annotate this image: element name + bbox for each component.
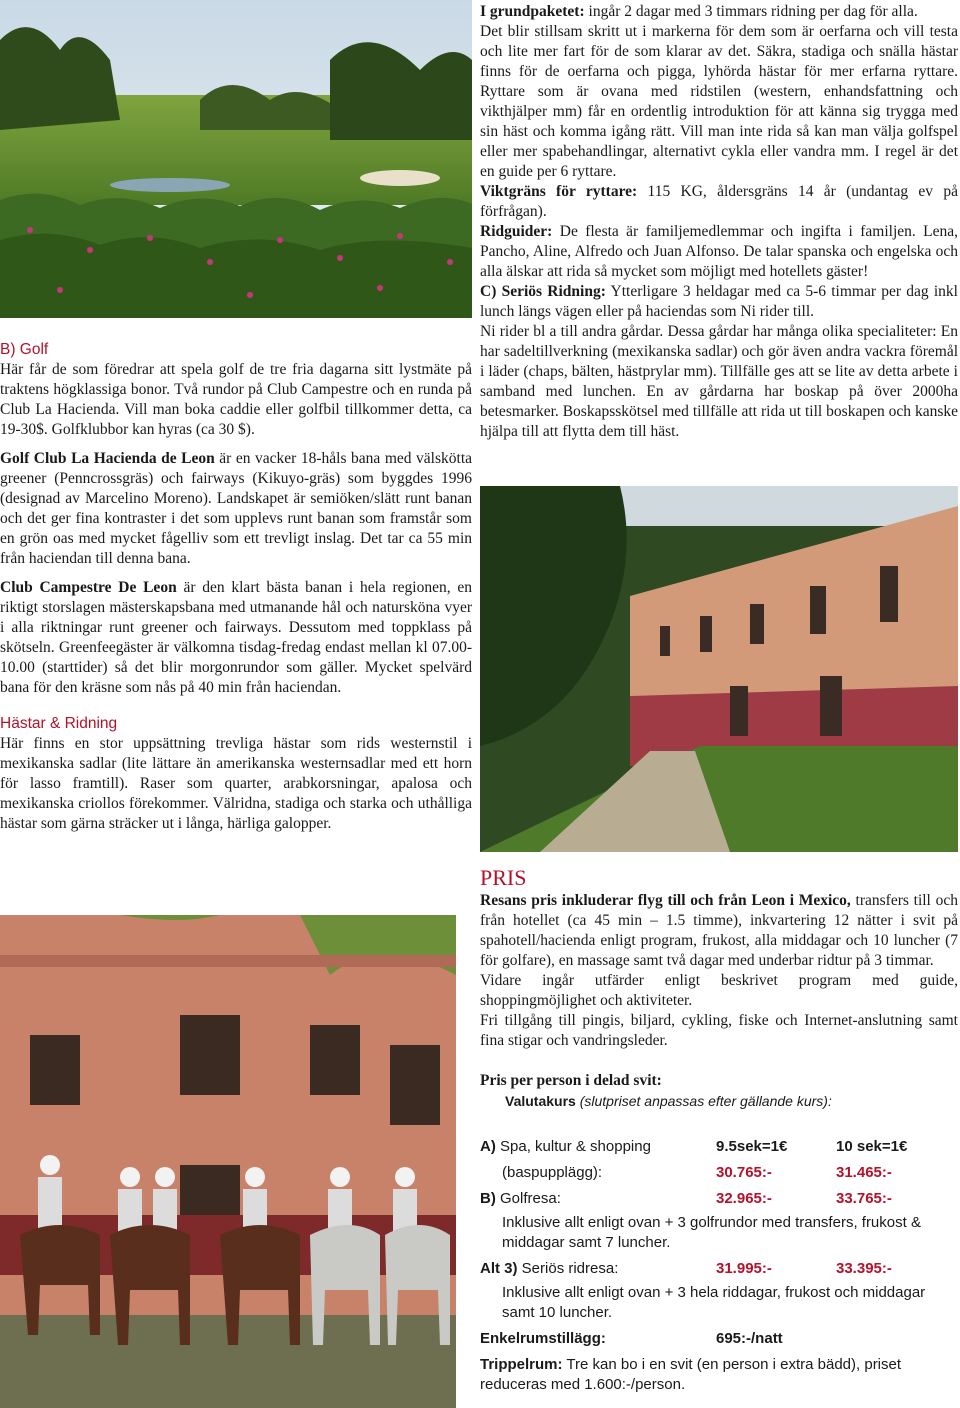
grund-label: I grundpaketet: — [480, 3, 585, 20]
hacienda-name: Golf Club La Hacienda de Leon — [0, 450, 215, 467]
golf-heading: B) Golf — [0, 341, 49, 358]
per-person-heading — [480, 1071, 958, 1091]
valuta-note: (slutpriset anpassas efter gällande kurs): — [579, 1093, 832, 1109]
riding-section — [480, 2, 958, 442]
price-section — [480, 865, 958, 1395]
grund-text: ingår 2 dagar med 3 timmars ridning per dag för alla. — [588, 3, 918, 20]
price-row-alt-note — [480, 1281, 956, 1325]
valuta-label: Valutakurs — [505, 1093, 576, 1109]
a-price-2: 31.465:- — [836, 1163, 892, 1181]
alt-price-1: 31.995:- — [716, 1259, 772, 1277]
pris-title: PRIS — [480, 865, 527, 890]
pris-free: Fri tillgång till pingis, biljard, cykling, fiske och Internet-anslutning samt fina stigar och vandringsleder. — [480, 1012, 958, 1049]
price-row-enkel — [480, 1325, 956, 1351]
price-row-alt — [480, 1255, 956, 1281]
rate-2: 10 sek=1€ — [836, 1137, 908, 1155]
golf-intro: Här får de som föredrar att spela golf de tre fria dagarna sitt lystmäte på traktens högklassiga bonor. Två rundor på Club Campestre och en runda på Club La Hacienda. Vill man boka caddie eller golfbil tillkommer detta, ca 19-30$. Golfklubbor kan hyras (ca 30 $). — [0, 361, 472, 438]
pris-bold: Resans pris inkluderar flyg till och från Leon i Mexico, — [480, 892, 851, 909]
alt-note: Inklusive allt enligt ovan + 3 hela riddagar, frukost och middagar samt 10 luncher. — [502, 1284, 926, 1321]
price-row-a-sub — [480, 1159, 956, 1185]
price-row-b — [480, 1185, 956, 1211]
weight-paragraph — [480, 182, 958, 222]
hacienda-courtyard-photo — [480, 486, 958, 852]
trippel-text: Tre kan bo i en svit (en person i extra bädd), priset reduceras med 1.600:-/person. — [480, 1356, 902, 1393]
price-table — [480, 1133, 956, 1351]
hacienda-text: är en vacker 18-håls bana med välskötta greener (Penncrossgräs) och fairways (Kikuyo-gräs) som byggdes 1996 (designad av Marcelino Moreno). Landskapet är semiöken/slätt runt banan och det ger fina kontraster i det som upplevs runt banan som framstår som en grön oas med mycket fågelliv som ett trevligt inslag. Det tar ca 55 min från haciendan till denna bana. — [0, 450, 472, 567]
per-person-label: Pris per person i delad svit: — [480, 1072, 662, 1089]
c-text: Ytterligare 3 heldagar med ca 5-6 timmar per dag inkl lunch längs vägen eller på haciendas som Ni rider till. — [480, 283, 958, 320]
horses-text: Här finns en stor uppsättning trevliga hästar som rids westernstil i mexikanska sadlar (lite lättare än amerikanska westernsadlar med ett horn för lasso framtill). Raser som quarter, arabkorsningar, apalosa och mexikanska criollos förekommer. Välridna, stadiga och starka och uthålliga hästar som gärna sträcker ut i långa, härliga galopper. — [0, 735, 472, 832]
pris-extra: Vidare ingår utfärder enligt beskrivet program med guide, shoppingmöjlighet och aktiviteter. — [480, 972, 958, 1009]
a-sub: (baspupplägg): — [502, 1163, 603, 1181]
price-row-b-note — [480, 1211, 956, 1255]
guide-label: Ridguider: — [480, 223, 553, 240]
horses-illustration — [0, 915, 456, 1408]
pris-paragraph — [480, 891, 958, 971]
b-label: B) — [480, 1189, 496, 1207]
c-label: C) Seriös Ridning: — [480, 283, 606, 300]
hacienda-illustration — [480, 486, 958, 852]
campestre-paragraph — [0, 578, 472, 698]
campestre-name: Club Campestre De Leon — [0, 579, 177, 596]
horses-hacienda-photo — [0, 915, 456, 1408]
grund-detail: Det blir stillsam skritt ut i markerna för dem som är oerfarna och vill testa och lite mer fart för de som klarar av det. Säkra, stadiga och snälla hästar finns för de oerfarna och pigga, lyhörda hästar för mer erfarna ryttare. Ryttare som är ovana med ridstilen (western, enhandsfattning och vikthjälper mm) får en ordentlig introduktion för att känna sig trygga med sin häst och komma igång rätt. Vill man inte rida så kan man välja golfspel eller mer spabehandlingar, alternativt cykla eller vandra mm. I regel är det en guide per 6 ryttare. — [480, 23, 958, 180]
trippel-label: Trippelrum: — [480, 1356, 563, 1373]
guide-text: De flesta är familjemedlemmar och ingifta i familjen. Lena, Pancho, Aline, Alfredo och Juan Alfonso. De talar spanska och engelska och alla älskar att rida så mycket som möjligt med hotellets gäster! — [480, 223, 959, 280]
b-note: Inklusive allt enligt ovan + 3 golfrundor med transfers, frukost & middagar samt 7 luncher. — [502, 1214, 921, 1251]
pris-text: transfers till och från hotellet (ca 45 min – 1.5 timme), inkvartering 12 nätter i svit på spahotell/hacienda enligt program, frukost, alla middagar och 10 luncher (7 för golfare), en massage samt två dagar med underbar ridtur på 3 timmar. — [480, 892, 958, 969]
guide-paragraph — [480, 222, 958, 282]
a-text: Spa, kultur & shopping — [500, 1137, 651, 1155]
weight-text: 115 KG, åldersgräns 14 år (undantag ev på förfrågan). — [480, 183, 958, 220]
alt-price-2: 33.395:- — [836, 1259, 892, 1277]
c-detail: Ni rider bl a till andra gårdar. Dessa gårdar har många olika specialiteter: En har sadeltillverkning (mexikanska sadlar) och gör även andra vackra föremål i läder (chaps, bälten, hästprylar mm). Tillfälle ges att se lite av detta arbete i samband med lunchen. En av gårdarna har boskap på över 2000ha betesmarker. Boskapsskötsel med tillfälle att rida ut till boskapen och kanske hjälpa till att flytta dem till häst. — [480, 323, 958, 440]
rate-1: 9.5sek=1€ — [716, 1137, 788, 1155]
horses-heading: Hästar & Ridning — [0, 715, 118, 732]
a-label: A) — [480, 1137, 496, 1155]
grund-paragraph — [480, 2, 958, 22]
enkel-price: 695:-/natt — [716, 1329, 783, 1347]
b-text: Golfresa: — [500, 1189, 561, 1207]
a-price-1: 30.765:- — [716, 1163, 772, 1181]
valuta-line — [480, 1091, 958, 1111]
golf-course-photo — [0, 0, 472, 318]
price-row-a — [480, 1133, 956, 1159]
golf-section — [0, 340, 472, 834]
b-price-2: 33.765:- — [836, 1189, 892, 1207]
enkel-label: Enkelrumstillägg: — [480, 1329, 606, 1347]
weight-label: Viktgräns för ryttare: — [480, 183, 638, 200]
trippel-paragraph — [480, 1355, 958, 1395]
hacienda-paragraph — [0, 449, 472, 569]
campestre-text: är den klart bästa banan i hela regionen, en riktigt storslagen mästerskapsbana med utmanande hål och natursköna vyer i alla riktningar runt greener och fairways. Dessutom med toppklass på skötseln. Greenfeegäster är välkomna tisdag-fredag endast mellan kl 07.00-10.00 (starttider) så det blir morgonrundor som gäller. Mycket spelvärd bana för den kräsne som nås på 40 min från haciendan. — [0, 579, 472, 696]
golf-course-illustration — [0, 0, 472, 318]
b-price-1: 32.965:- — [716, 1189, 772, 1207]
alt-label: Alt 3) — [480, 1259, 518, 1277]
alt-text: Seriös ridresa: — [521, 1259, 619, 1277]
c-paragraph — [480, 282, 958, 322]
